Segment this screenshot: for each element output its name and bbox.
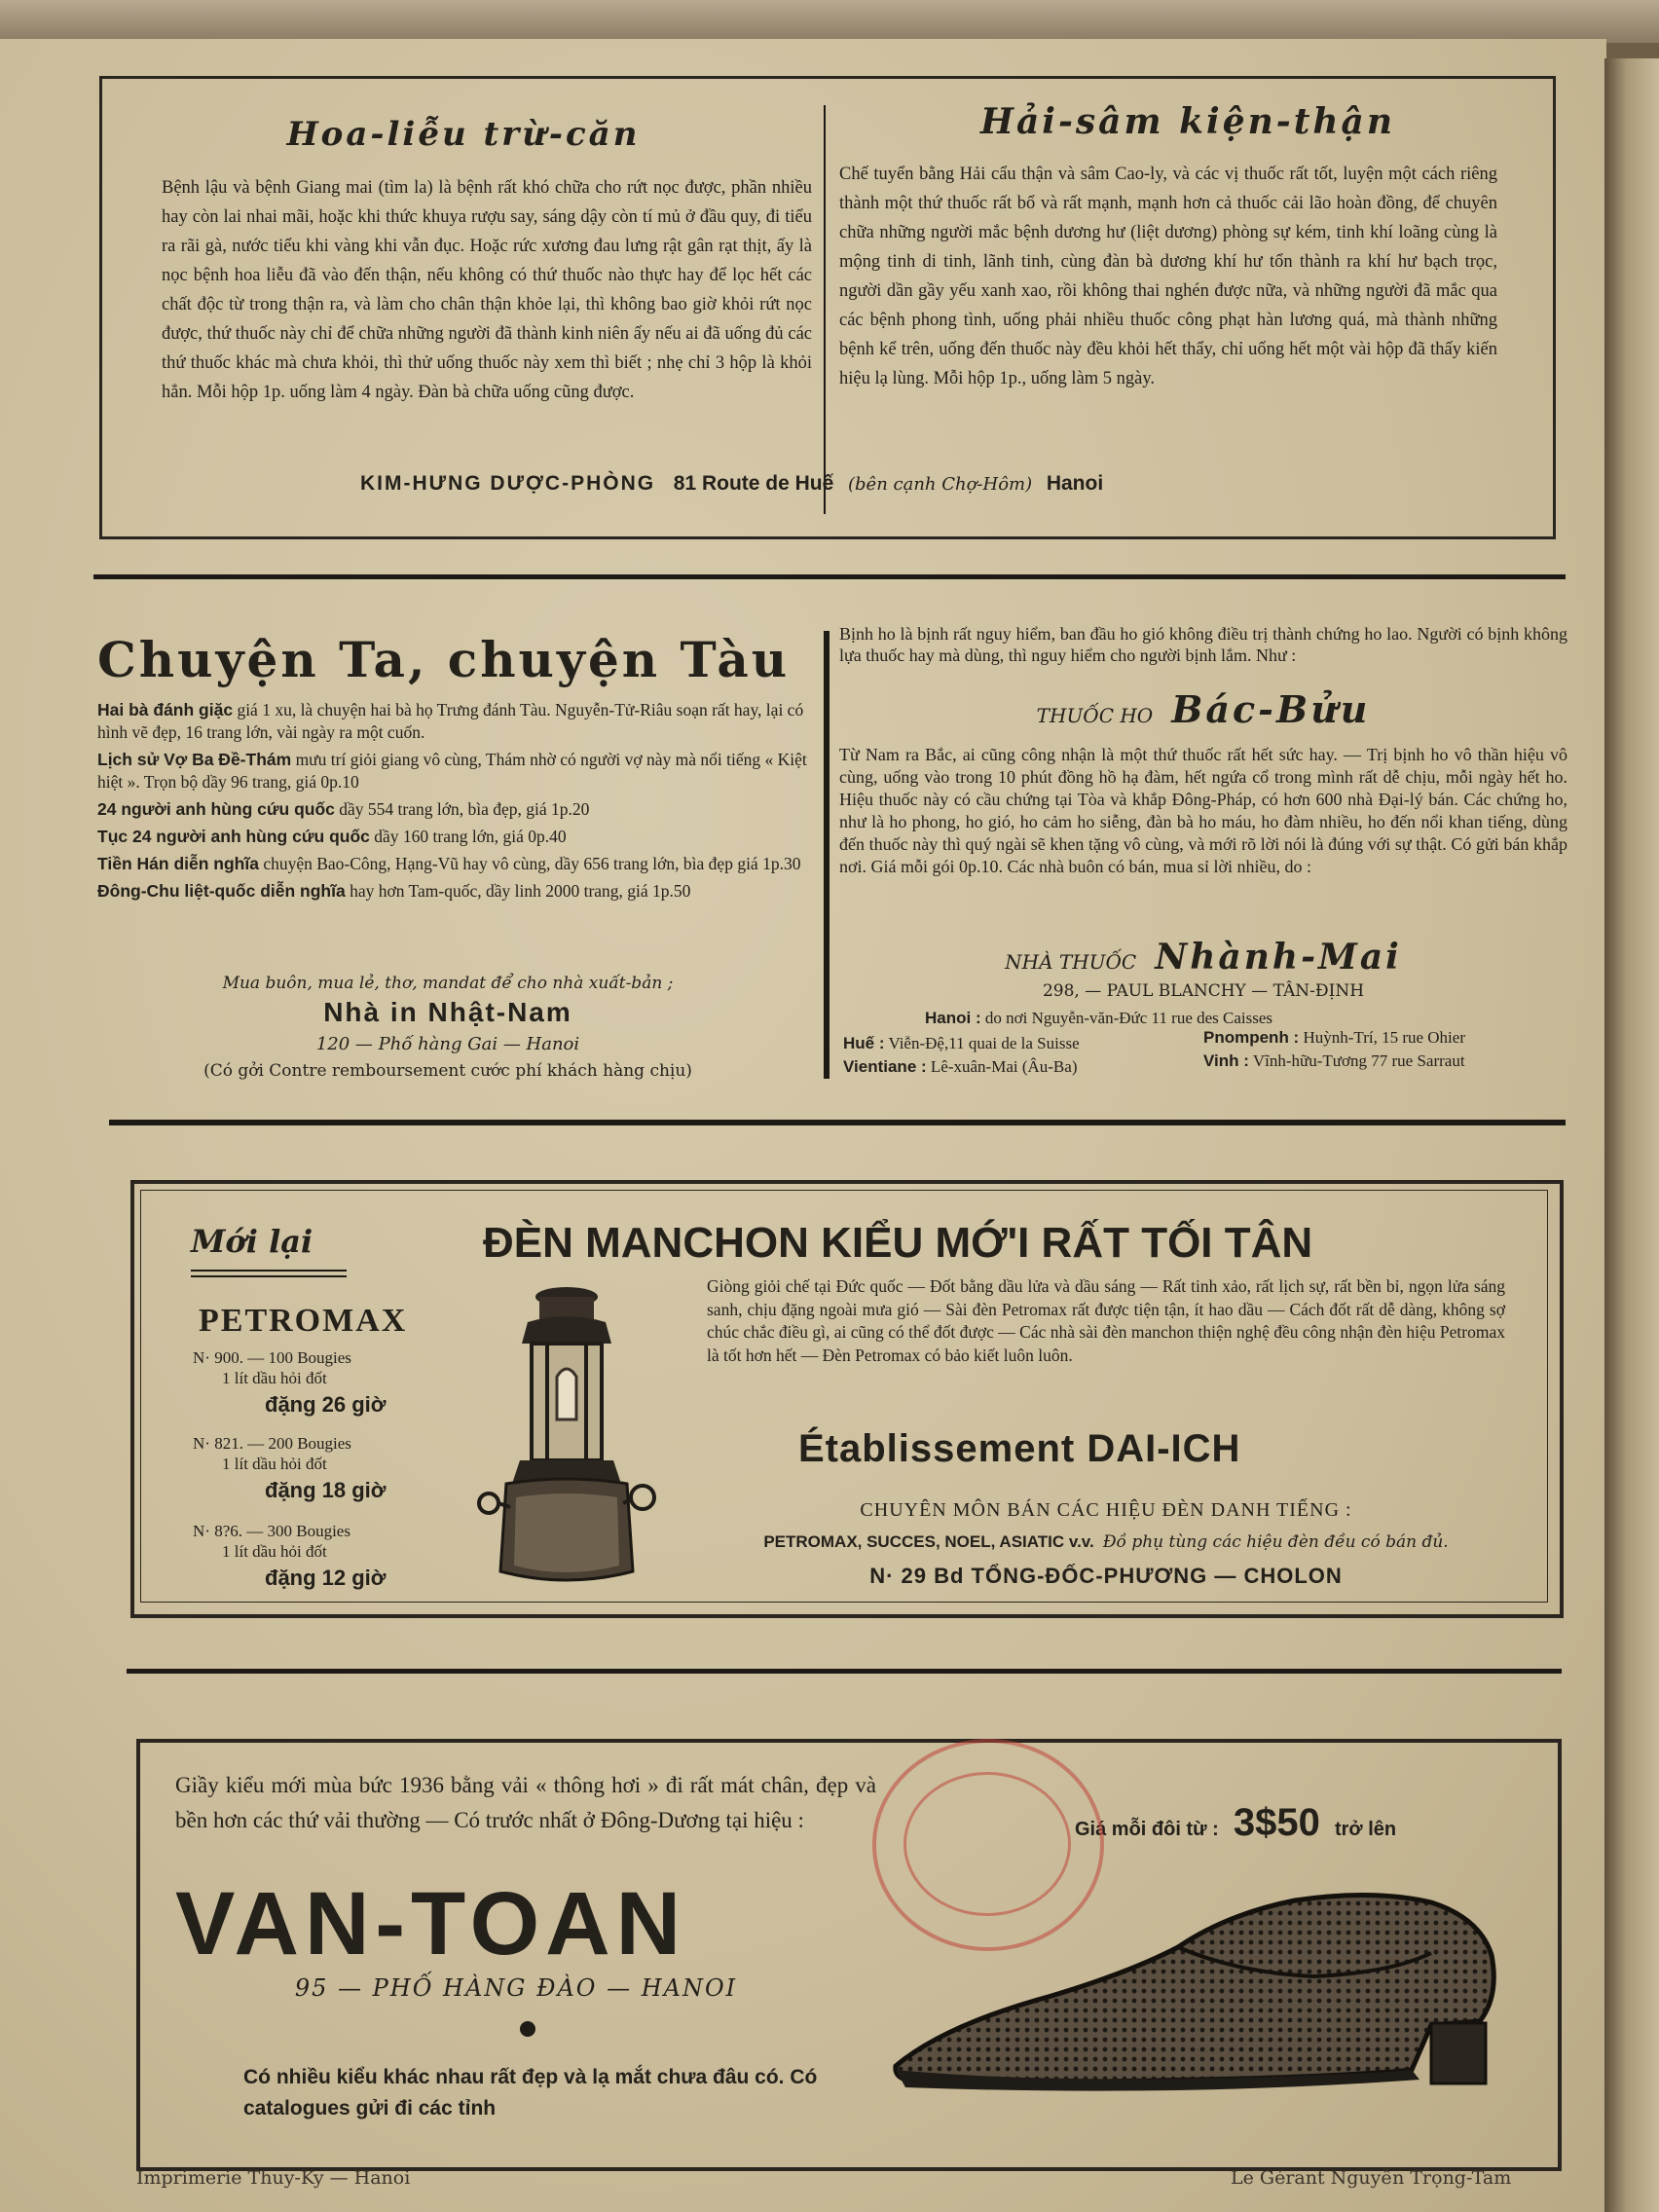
ad3-brand: Bác-Bửu — [1171, 687, 1371, 731]
scan-right-edge — [1604, 58, 1659, 2212]
ad4-model-2: N· 821. — 200 Bougies 1 lít dầu hỏi đốt đặng 18 giờ — [193, 1434, 387, 1502]
ad3-label-prefix: THUỐC HO — [1036, 704, 1154, 727]
ad1-footer-name: KIM-HƯNG DƯỢC-PHÒNG — [360, 472, 656, 495]
ad5-price-suffix: trở lên — [1334, 1819, 1397, 1840]
ad1-footer — [360, 471, 1431, 496]
shoe-illustration — [886, 1879, 1509, 2103]
ad1-left-title: Hoa-liễu trừ-căn — [286, 115, 641, 154]
ad2-item: Đông-Chu liệt-quốc diễn nghĩa hay hơn Tam-quốc, dầy linh 2000 trang, giá 1p.50 — [97, 881, 691, 901]
ad4-brands-line — [707, 1532, 1505, 1552]
ad4-badge: Mới lại — [191, 1223, 313, 1260]
ad4-brands-note: Đồ phụ tùng các hiệu đèn đều có bán đủ. — [1102, 1532, 1449, 1552]
ad3-sales-vinh: Vinh : Vĩnh-hữu-Tương 77 rue Sarraut — [1203, 1051, 1465, 1070]
ad4-specialty: CHUYÊN MÔN BÁN CÁC HIỆU ĐÈN DANH TIẾNG : — [860, 1499, 1352, 1521]
ad1-right-title: Hải-sâm kiện-thận — [979, 101, 1396, 142]
lantern-illustration — [477, 1283, 662, 1595]
ad4-model-1: N· 900. — 100 Bougies 1 lít dầu hỏi đốt đặng 26 giờ — [193, 1348, 387, 1417]
scan-top-edge — [0, 0, 1659, 43]
ad4-address: N· 29 Bd TỔNG-ĐỐC-PHƯƠNG — CHOLON — [869, 1564, 1343, 1588]
ad2-item: Hai bà đánh giặc giá 1 xu, là chuyện hai bà họ Trưng đánh Tàu. Nguyễn-Tử-Riâu soạn rất hay, lại có hình vẽ đẹp, 16 trang lớn, vài ngày ra một cuốn. — [97, 700, 804, 742]
ad4-brand: PETROMAX — [199, 1303, 408, 1339]
ad5-price: 3$50 — [1233, 1801, 1320, 1844]
ad2-ad3-divider — [824, 631, 830, 1079]
ad3-store-name: Nhành-Mai — [1155, 937, 1402, 977]
ad2-publisher-addr: 120 — Phố hàng Gai — Hanoi — [315, 1034, 580, 1054]
ad3-brand-line — [839, 687, 1567, 731]
ad1-footer-note: (bên cạnh Chợ-Hôm) — [848, 474, 1033, 495]
ad5-brand: VAN-TOAN — [175, 1874, 687, 1973]
ad2-item: Tiền Hán diễn nghĩa chuyện Bao-Công, Hạng-Vũ hay vô cùng, dầy 656 trang lớn, bìa đẹp giá 1p.30 — [97, 854, 801, 873]
ad1-left-body: Bệnh lậu và bệnh Giang mai (tìm la) là bệnh rất khó chữa cho rứt nọc được, phần nhiều hay còn lai nhai mãi, hoặc khi thức khuya rượu say, sáng dậy còn tí mủ ở đầu quy, đi tiểu ra rãi gà, nước tiểu khi vàng khi vẫn đục. Hoặc rức xương đau lưng rật gân rạt thịt, ấy là nọc bệnh hoa liễu đã vào đến thận, nếu không có thứ thuốc nào thực hay để lọc hết các chất độc từ trong thận ra, và làm cho chân thận khỏe lại, thì không bao giờ khỏi rứt nọc được, thứ thuốc này chỉ để chữa những người đã thành kinh niên ấy nếu ai đã uống đủ các thứ thuốc khác mà chưa khỏi, thì thử uống thuốc này xem thì biết ; nhẹ chỉ 3 hộp là khỏi hẳn. Mỗi hộp 1p. uống làm 4 ngày. Đàn bà chữa uống cũng được. — [162, 178, 812, 402]
ad1-divider — [824, 105, 826, 514]
section-rule-1 — [93, 574, 1566, 579]
ad2-list — [97, 699, 816, 907]
ad3-sales-vientiane: Vientiane : Lê-xuân-Mai (Âu-Ba) — [843, 1057, 1078, 1076]
ad5-bullet — [520, 2021, 535, 2037]
ad2-order-note: Mua buôn, mua lẻ, thơ, mandat để cho nhà xuất-bản ; — [222, 974, 674, 993]
ad3-store-addr: 298, — PAUL BLANCHY — TÂN-ĐỊNH — [1042, 981, 1365, 1001]
ad2-item: Lịch sử Vợ Ba Đề-Thám mưu trí giỏi giang vô cùng, Thám nhờ có người vợ này mà nổi tiếng « Kiệt hiệt ». Trọn bộ dầy 96 trang, giá 0p.10 — [97, 750, 807, 792]
ad2-item: Tục 24 người anh hùng cứu quốc dầy 160 trang lớn, giá 0p.40 — [97, 827, 567, 846]
ad1-footer-addr: 81 Route de Huế — [673, 472, 834, 495]
ad5-note: Có nhiều kiểu khác nhau rất đẹp và lạ mắt chưa đâu có. Có catalogues gửi đi các tỉnh — [243, 2066, 818, 2120]
ad4-badge-underline — [191, 1270, 347, 1272]
ad5-intro: Giầy kiểu mới mùa bức 1936 bằng vải « thông hơi » đi rất mát chân, đẹp và bền hơn các thứ vải thường — Có trước nhất ở Đông-Dương tại hiệu : — [175, 1773, 876, 1832]
ad4-company: Établissement DAI-ICH — [798, 1427, 1241, 1470]
ad4-badge-underline — [191, 1275, 347, 1277]
section-rule-3 — [127, 1669, 1562, 1674]
ad3-sales-pnompenh: Pnompenh : Huỳnh-Trí, 15 rue Ohier — [1203, 1028, 1465, 1047]
ad2-title: Chuyện Ta, chuyện Tàu — [97, 631, 791, 688]
gerant-credit: Le Gérant Nguyễn Trọng-Tam — [1231, 2167, 1512, 2189]
ad5-price-label: Giá mỗi đôi từ : — [1075, 1819, 1219, 1840]
ad5-address: 95 — PHỐ HÀNG ĐÀO — HANOI — [294, 1974, 738, 2002]
ad4-brands: PETROMAX, SUCCES, NOEL, ASIATIC v.v. — [763, 1532, 1094, 1551]
ad2-item: 24 người anh hùng cứu quốc dầy 554 trang lớn, bìa đẹp, giá 1p.20 — [97, 799, 590, 819]
ad1-right-body: Chế tuyển bằng Hải cẩu thận và sâm Cao-ly, và các vị thuốc rất tốt, luyện một cách riêng thành một thứ thuốc rất bổ và rất mạnh, mạnh hơn cả thuốc cải lão hoàn đồng, để chuyên chữa những người mắc bệnh dương hư (liệt dương) phòng sự kém, tinh khí loãng cùng là mộng tinh di tinh, lãnh tinh, cùng đàn bà dương khí hư tổn thành ra khí hư bạch trọc, người dần gầy yếu xanh xao, rồi không thai nghén được nữa, và những người đã mắc qua các bệnh phong tình, uống phải nhiều thuốc công phạt hàn lương quá, mà thành những bệnh kể trên, uống đến thuốc này đều khỏi hết thẩy, chỉ uống hết một vài hộp đã thấy kiến hiệu lạ lùng. Mỗi hộp 1p., uống làm 5 ngày. — [839, 165, 1497, 388]
ad3-store-prefix: NHÀ THUỐC — [1005, 950, 1137, 974]
ad2-publisher: Nhà in Nhật-Nam — [323, 997, 572, 1027]
ad3-intro: Bịnh ho là bịnh rất nguy hiểm, ban đầu ho gió không điều trị thành chứng ho lao. Người có bịnh không lựa thuốc hay mà dùng, thì nguy hiểm cho người bịnh lắm. Như : — [839, 624, 1567, 665]
section-rule-2 — [109, 1120, 1566, 1125]
ad2-cod-note: (Có gởi Contre remboursement cước phí khách hàng chịu) — [203, 1061, 692, 1081]
ad4-model-3: N· 8?6. — 300 Bougies 1 lít dầu hỏi đốt đặng 12 giờ — [193, 1522, 387, 1590]
ad3-body: Từ Nam ra Bắc, ai cũng công nhận là một thứ thuốc rất hết sức hay. — Trị bịnh ho vô thần hiệu vô cùng, uống vào trong 10 phút đồng hồ hạ đàm, hết ngứa cổ trong mình rất dễ chịu, mỗi ngày hết ho. Hiệu thuốc này có cầu chứng tại Tòa và khắp Đông-Pháp, có hơn 600 nhà Đại-lý bán. Các chứng ho, như là ho phong, ho gió, ho cảm ho siễng, đàn bà ho máu, ho đàm nhiều, ho đến nổi khan tiếng, dùng đến thuốc này thì quý ngài sẽ khen tặng vô cùng, và mới rõ lời nói là đúng với sự thật. Có gửi bán khắp nơi. Giá mỗi gói 0p.10. Các nhà buôn có bán, mua sỉ lời nhiều, do : — [839, 745, 1567, 876]
ad3-sales-hanoi: Hanoi : do nơi Nguyễn-văn-Đức 11 rue des Caisses — [925, 1009, 1273, 1027]
ad1-footer-city: Hanoi — [1046, 472, 1104, 495]
ad3-sales-hue: Huế : Viễn-Đệ,11 quai de la Suisse — [843, 1034, 1080, 1052]
ad4-body: Giòng giỏi chế tại Đức quốc — Đốt bằng dầu lửa và dầu sáng — Rất tinh xảo, rất lịch sự, rất bền bỉ, ngọn lửa sáng sanh, chịu đặng ngoài mưa gió — Sài đèn Petromax rất được tiện tận, ít hao dầu — Cách đốt rất dễ dàng, không sợ chúc chắc điều gì, ai cũng có thể đốt được — Các nhà sài đèn manchon thiện nghệ đều công nhận đèn hiệu Petromax là tốt hơn hết — Đèn Petromax có bảo kiết luôn luôn. — [707, 1276, 1505, 1365]
ad3-store-line — [839, 937, 1567, 977]
ad5-price-line — [1075, 1801, 1542, 1845]
ad4-headline: ĐÈN MANCHON KIỂU MỚ'I RẤT TỐI TÂN — [483, 1219, 1313, 1267]
printer-credit: Imprimerie Thuy-Ky — Hanoi — [136, 2167, 411, 2189]
